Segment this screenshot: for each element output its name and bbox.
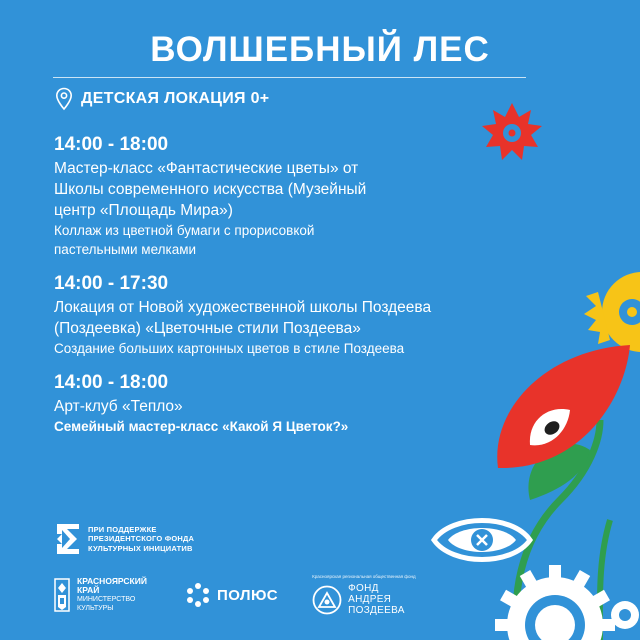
red-leaf-flower-icon — [497, 345, 630, 468]
crest-icon — [53, 577, 71, 613]
red-star-flower-icon — [482, 103, 542, 160]
event-desc-line: Создание больших картонных цветов в стиле Поздеева — [54, 341, 405, 356]
region-name: КРАЙ — [77, 585, 100, 595]
white-eye-icon — [434, 521, 530, 560]
map-pin-icon — [55, 87, 73, 111]
fund-logo — [312, 574, 415, 616]
ministry-name: КУЛЬТУРЫ — [77, 605, 114, 612]
partner-logos — [53, 574, 416, 616]
location-label: ДЕТСКАЯ ЛОКАЦИЯ 0+ — [81, 90, 270, 107]
grant-line: ПРИ ПОДДЕРЖКЕ — [88, 524, 157, 534]
event-name-line: Локация от Новой художественной школы Поздеева — [54, 299, 432, 316]
fund-name-line: ПОЗДЕЕВА — [348, 605, 405, 616]
region-name: КРАСНОЯРСКИЙ — [77, 576, 147, 586]
event-desc-line: пастельными мелками — [54, 242, 197, 257]
grant-sponsor — [55, 522, 194, 556]
yellow-sun-icon — [584, 272, 640, 352]
event-desc-line: Коллаж из цветной бумаги с прорисовкой — [54, 223, 315, 238]
fund-caption: Красноярская региональная общественная фонд — [312, 574, 416, 579]
white-gear-flower-icon — [495, 565, 615, 640]
page-title: ВОЛШЕБНЫЙ ЛЕС — [150, 30, 490, 69]
polus-dots-icon — [185, 582, 211, 608]
grant-line: КУЛЬТУРНЫХ ИНИЦИАТИВ — [88, 543, 193, 553]
event-desc-line: Семейный мастер-класс «Какой Я Цветок?» — [54, 419, 349, 434]
green-leaf — [528, 444, 590, 500]
event-name-line: (Поздеевка) «Цветочные стили Поздеева» — [54, 320, 361, 337]
event-3 — [54, 372, 474, 436]
fund-name-line: АНДРЕЯ — [348, 594, 392, 605]
fund-name-line: ФОНД — [348, 583, 379, 594]
event-time: 14:00 - 17:30 — [54, 273, 169, 294]
green-stem — [600, 520, 610, 640]
white-small-flower-icon — [611, 601, 639, 629]
k-logo-icon — [55, 522, 81, 556]
event-name-line: Мастер-класс «Фантастические цветы» от — [54, 160, 359, 177]
event-name-line: центр «Площадь Мира») — [54, 202, 233, 219]
event-time: 14:00 - 18:00 — [54, 372, 169, 393]
event-time: 14:00 - 18:00 — [54, 134, 169, 155]
grant-line: ПРЕЗИДЕНТСКОГО ФОНДА — [88, 534, 195, 544]
event-1 — [54, 134, 474, 259]
event-name-line: Школы современного искусства (Музейный — [54, 181, 367, 198]
title-divider — [53, 77, 526, 78]
polus-name: ПОЛЮС — [216, 586, 279, 604]
ministry-name: МИНИСТЕРСТВО — [77, 596, 136, 603]
event-2 — [54, 273, 474, 358]
region-logo — [53, 577, 147, 613]
location-row — [55, 87, 269, 111]
polus-logo — [185, 582, 278, 608]
green-stem — [516, 420, 600, 640]
fund-emblem-icon — [312, 585, 342, 615]
event-name-line: Арт-клуб «Тепло» — [54, 398, 183, 415]
